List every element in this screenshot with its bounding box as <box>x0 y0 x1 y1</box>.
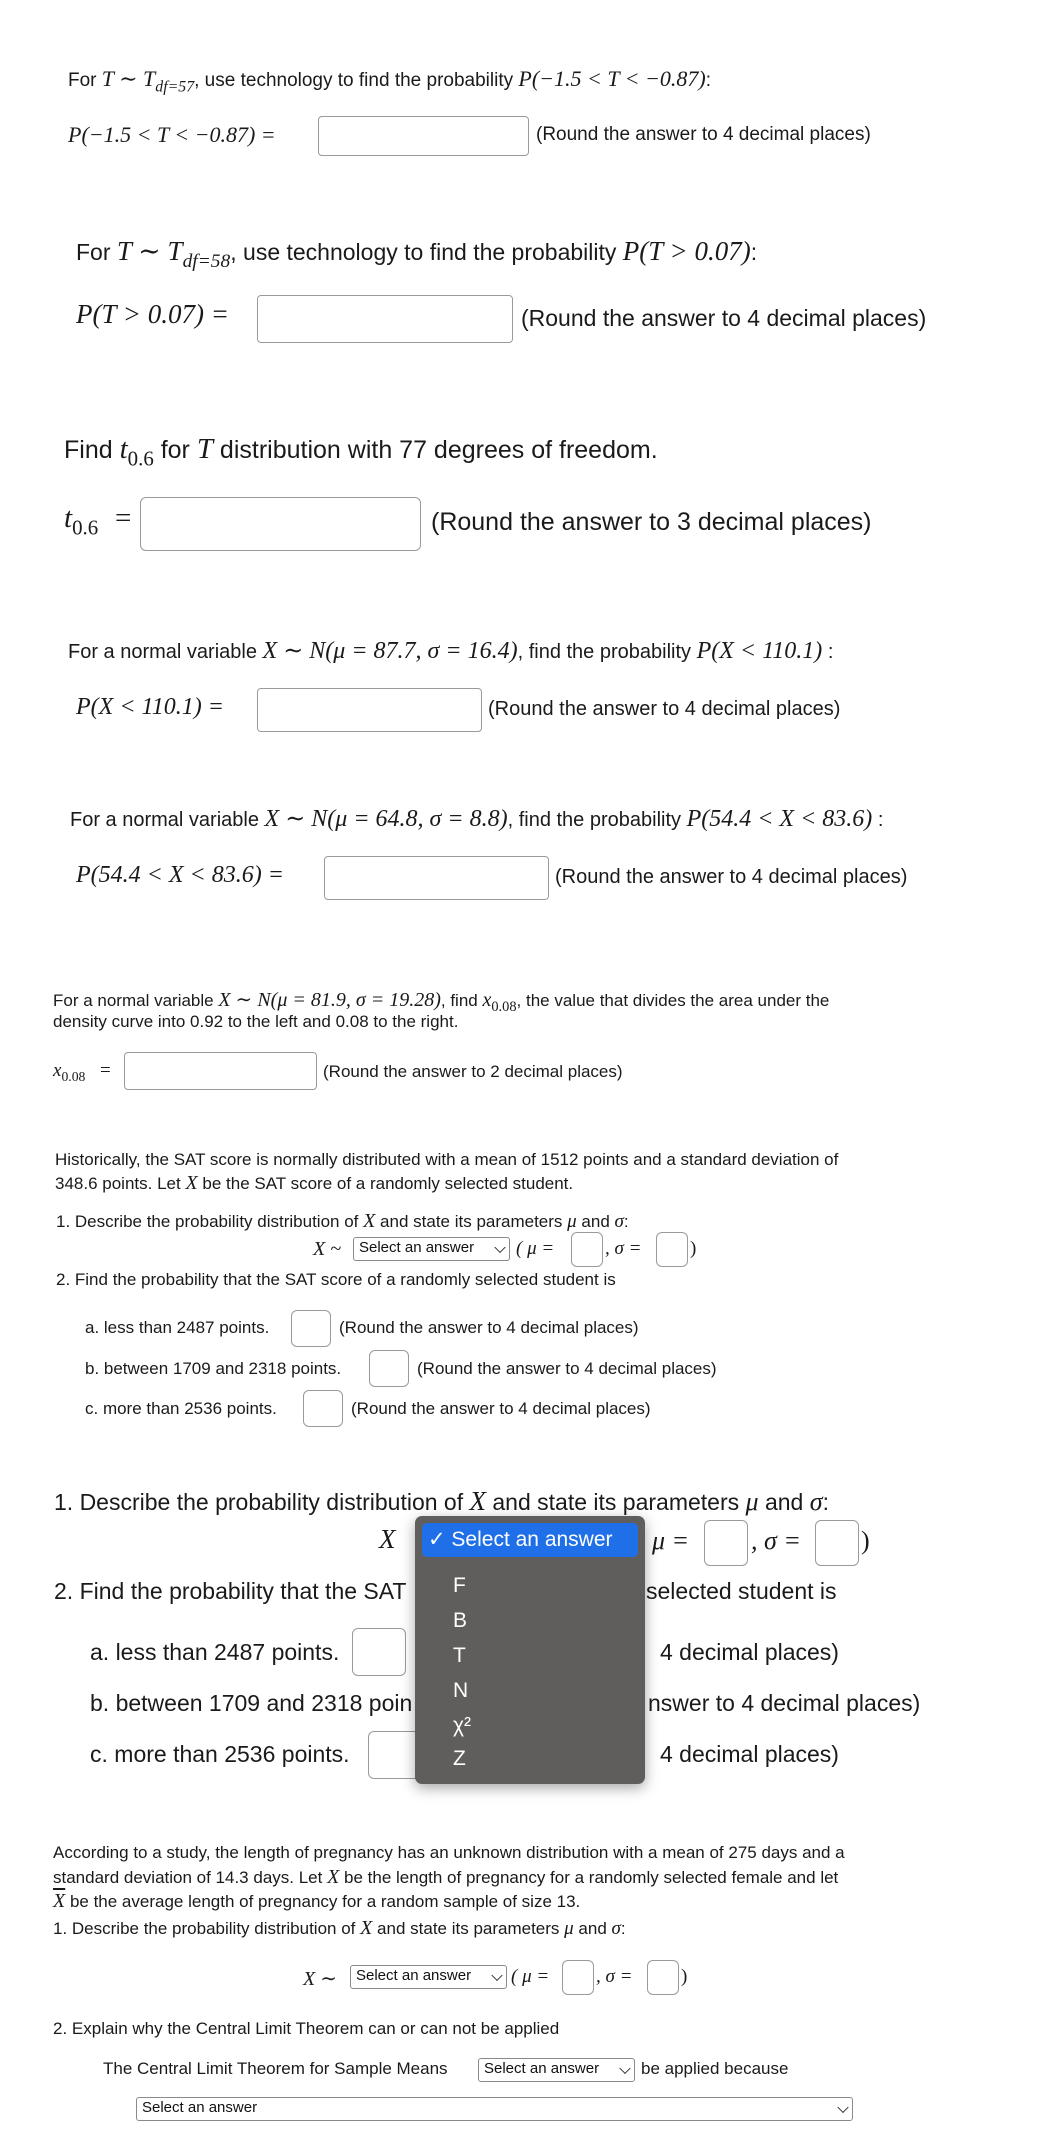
q3-t-sub: 0.6 <box>127 446 154 471</box>
dropdown-option-b[interactable]: B <box>453 1609 468 1632</box>
q5-prob: P(54.4 < X < 83.6) <box>686 806 873 832</box>
q7-sigma: σ <box>614 1211 624 1232</box>
q9-item2: 2. Explain why the Central Limit Theorem can or can not be applied <box>53 2019 560 2038</box>
q8-xtilde: X <box>379 1524 396 1554</box>
q8-item1b: and state its parameters <box>486 1489 746 1515</box>
q4-colon: : <box>822 641 834 663</box>
q6-dist: X ∼ N(μ = 81.9, σ = 19.28) <box>218 989 441 1011</box>
q9-reason-select[interactable] <box>136 2097 853 2121</box>
q6-lhs <box>53 1060 85 1085</box>
q8-item2b: selected student is <box>646 1578 837 1604</box>
q9-intro-line2 <box>53 1866 838 1889</box>
q8-item1a: 1. Describe the probability distribution of <box>54 1489 470 1515</box>
q9-intro2a: standard deviation of 14.3 days. Let <box>53 1868 328 1887</box>
q8-mu-eq: μ = <box>652 1526 690 1555</box>
q9-item1 <box>53 1917 626 1940</box>
q6-x-sub: 0.08 <box>491 999 517 1016</box>
q8-c-label: c. more than 2536 points. <box>90 1741 350 1767</box>
q7-b-input[interactable] <box>369 1350 409 1387</box>
q7-xtilde: X ~ <box>313 1238 342 1260</box>
q7-c-input[interactable] <box>303 1390 343 1427</box>
q2-dist <box>116 236 231 272</box>
q4-prefix: For a normal variable <box>68 641 263 663</box>
q9-intro-line1: According to a study, the length of pregnancy has an unknown distribution with a mean of 275 days and a <box>53 1843 845 1862</box>
q9-and: and <box>573 1919 612 1938</box>
q7-intro2a: 348.6 points. Let <box>55 1174 186 1193</box>
q6-x <box>482 989 517 1016</box>
q7-item1b: and state its parameters <box>375 1212 568 1231</box>
q8-c-hint: 4 decimal places) <box>660 1741 839 1767</box>
q3-lhs <box>64 502 98 540</box>
q7-mu-input[interactable] <box>571 1232 603 1267</box>
q9-clt-text-a: The Central Limit Theorem for Sample Means <box>103 2059 448 2078</box>
q9-sigma: σ <box>611 1918 621 1939</box>
q7-close: ) <box>690 1238 697 1259</box>
q6-eq: = <box>100 1060 111 1081</box>
q3-lhs-sub: 0.6 <box>72 515 99 540</box>
q6-rest: , the value that divides the area under the <box>516 991 830 1010</box>
q1-lhs: P(−1.5 < T < −0.87) = <box>68 122 276 147</box>
q6-lhs-x: x <box>53 1060 62 1081</box>
q7-b-label: b. between 1709 and 2318 points. <box>85 1359 342 1378</box>
q8-c-input[interactable] <box>368 1731 422 1779</box>
q7-a-input[interactable] <box>291 1310 331 1347</box>
q8-a-hint: 4 decimal places) <box>660 1639 839 1665</box>
dropdown-option-z[interactable]: Z <box>453 1747 466 1770</box>
q7-a-label: a. less than 2487 points. <box>85 1318 270 1337</box>
q5-prefix: For a normal variable <box>70 809 265 831</box>
q7-intro-line1: Historically, the SAT score is normally distributed with a mean of 1512 points and a standard deviation of <box>55 1150 839 1169</box>
q8-sigma-input[interactable] <box>815 1520 859 1566</box>
q9-intro2b: be the length of pregnancy for a randomly selected female and let <box>339 1868 839 1887</box>
q9-mu-eq: ( μ = <box>511 1966 550 1987</box>
q9-sigma-input[interactable] <box>647 1960 679 1995</box>
q2-mid: , use technology to find the probability <box>230 239 623 265</box>
q7-a-hint: (Round the answer to 4 decimal places) <box>339 1318 639 1337</box>
q3-eq: = <box>115 502 132 534</box>
chevron-down-icon <box>619 2063 630 2074</box>
q3-rest2: distribution with 77 degrees of freedom. <box>212 436 658 464</box>
q7-c-hint: (Round the answer to 4 decimal places) <box>351 1399 651 1418</box>
q9-clt-select[interactable] <box>478 2058 635 2082</box>
q4-answer-input[interactable] <box>257 688 482 732</box>
q4-lhs: P(X < 110.1) = <box>76 694 224 720</box>
q9-item1-X: X <box>360 1917 373 1939</box>
q9-intro-line3 <box>53 1890 580 1913</box>
q5-prompt <box>70 804 883 833</box>
dropdown-option-f[interactable]: F <box>453 1574 466 1597</box>
q8-item2a: 2. Find the probability that the SAT <box>54 1578 407 1604</box>
q2-colon: : <box>750 239 758 265</box>
q8-b-hint: nswer to 4 decimal places) <box>648 1690 921 1716</box>
q7-X: X <box>185 1172 198 1194</box>
q9-distribution-select-label: Select an answer <box>356 1967 472 1984</box>
q9-sigma-eq: , σ = <box>596 1966 633 1987</box>
q6-hint: (Round the answer to 2 decimal places) <box>323 1062 623 1081</box>
q1-dist-text: T ∼ T <box>101 66 156 91</box>
q3-hint: (Round the answer to 3 decimal places) <box>431 508 872 536</box>
q7-and: and <box>576 1212 615 1231</box>
q2-prompt <box>76 236 757 273</box>
q9-mu-input[interactable] <box>562 1960 594 1995</box>
q1-answer-input[interactable] <box>318 116 529 156</box>
q7-distribution-select-label: Select an answer <box>359 1239 475 1256</box>
dropdown-option-chi-square[interactable]: χ² <box>453 1714 472 1737</box>
q9-reason-select-label: Select an answer <box>142 2099 258 2116</box>
q3-answer-input[interactable] <box>140 497 421 551</box>
q2-answer-input[interactable] <box>257 295 513 343</box>
q8-mu-input[interactable] <box>704 1520 748 1566</box>
q1-hint: (Round the answer to 4 decimal places) <box>536 124 871 145</box>
q4-prob: P(X < 110.1) <box>696 638 823 664</box>
dropdown-option-selected[interactable]: ✓ Select an answer <box>422 1523 638 1557</box>
q8-sigma: σ <box>809 1487 823 1516</box>
q9-X: X <box>327 1866 340 1888</box>
q1-prefix: For <box>68 70 102 91</box>
q7-distribution-select[interactable] <box>353 1237 510 1261</box>
q9-clt-select-label: Select an answer <box>484 2060 600 2077</box>
q6-prefix: For a normal variable <box>53 991 219 1010</box>
q8-colon: : <box>822 1489 829 1515</box>
q2-dist-sub: df=58 <box>182 250 231 272</box>
q8-X: X <box>469 1486 486 1516</box>
q1-dist <box>101 66 195 96</box>
q9-Xbar: $\overline{X}$ <box>53 1890 66 1912</box>
q3-T: T <box>196 433 213 465</box>
q9-mu: μ <box>564 1918 574 1939</box>
q7-mu-eq: ( μ = <box>516 1238 555 1259</box>
q7-item2: 2. Find the probability that the SAT score of a randomly selected student is <box>56 1270 616 1289</box>
q7-item1 <box>56 1210 629 1233</box>
q4-hint: (Round the answer to 4 decimal places) <box>488 698 841 720</box>
q3-lhs-t: t <box>64 502 73 534</box>
q5-dist: X ∼ N(μ = 64.8, σ = 8.8) <box>264 806 508 832</box>
q3-find: Find <box>64 436 120 464</box>
q2-lhs: P(T > 0.07) = <box>76 299 229 329</box>
q6-lhs-sub: 0.08 <box>61 1068 86 1084</box>
q9-close: ) <box>681 1966 688 1987</box>
q6-line2: density curve into 0.92 to the left and 0.08 to the right. <box>53 1012 459 1031</box>
q1-prob: P(−1.5 < T < −0.87) <box>518 66 706 91</box>
chevron-down-icon <box>491 1970 502 1981</box>
q7-sigma-eq: , σ = <box>605 1238 642 1259</box>
q9-clt-text-b: be applied because <box>641 2059 789 2078</box>
q9-colon: : <box>620 1919 626 1938</box>
q8-a-input[interactable] <box>352 1628 406 1676</box>
q3-rest1: for <box>153 436 197 464</box>
q7-b-hint: (Round the answer to 4 decimal places) <box>417 1359 717 1378</box>
q7-sigma-input[interactable] <box>656 1232 688 1267</box>
q6-mid: , find <box>440 991 483 1010</box>
q2-dist-text: T ∼ T <box>116 236 183 266</box>
q7-item1-X: X <box>363 1210 376 1232</box>
q7-intro2b: be the SAT score of a randomly selected student. <box>197 1174 574 1193</box>
q4-dist: X ∼ N(μ = 87.7, σ = 16.4) <box>262 638 518 664</box>
q8-distribution-dropdown-menu[interactable] <box>415 1516 645 1784</box>
q5-hint: (Round the answer to 4 decimal places) <box>555 866 908 888</box>
q5-mid: , find the probability <box>507 809 687 831</box>
chevron-down-icon <box>837 2102 848 2113</box>
q9-intro3: be the average length of pregnancy for a random sample of size 13. <box>65 1892 581 1911</box>
q5-answer-input[interactable] <box>324 856 549 900</box>
q6-answer-input[interactable] <box>124 1052 317 1090</box>
q2-hint: (Round the answer to 4 decimal places) <box>521 305 927 331</box>
q4-prompt <box>68 636 833 665</box>
q2-prob: P(T > 0.07) <box>622 236 751 266</box>
q8-and: and <box>758 1489 810 1515</box>
q9-item1a: 1. Describe the probability distribution of <box>53 1919 361 1938</box>
dropdown-option-t[interactable]: T <box>453 1644 466 1667</box>
q8-close: ) <box>861 1526 870 1555</box>
q9-item1b: and state its parameters <box>372 1919 565 1938</box>
q7-colon: : <box>623 1212 629 1231</box>
q1-mid: , use technology to find the probability <box>194 70 519 91</box>
q7-intro-line2 <box>55 1172 573 1195</box>
q7-item1a: 1. Describe the probability distribution of <box>56 1212 364 1231</box>
chevron-down-icon <box>494 1242 505 1253</box>
q3-t <box>119 433 154 471</box>
q1-colon: : <box>705 70 711 91</box>
q5-lhs: P(54.4 < X < 83.6) = <box>76 862 284 888</box>
q3-t-text: t <box>119 433 128 465</box>
q8-mu: μ <box>745 1487 759 1516</box>
q8-a-label: a. less than 2487 points. <box>90 1639 340 1665</box>
q5-colon: : <box>872 809 884 831</box>
q7-mu: μ <box>567 1211 577 1232</box>
q8-b-label: b. between 1709 and 2318 poin <box>90 1690 413 1716</box>
q1-dist-sub: df=57 <box>155 78 195 96</box>
q1-prompt <box>68 66 711 97</box>
q8-item1 <box>54 1486 829 1517</box>
dropdown-option-n[interactable]: N <box>453 1679 469 1702</box>
q7-c-label: c. more than 2536 points. <box>85 1399 277 1418</box>
q9-distribution-select[interactable] <box>350 1965 507 1989</box>
q2-prefix: For <box>76 239 117 265</box>
q8-sigma-eq: , σ = <box>751 1526 801 1555</box>
q3-prompt <box>64 433 658 471</box>
q9-xtilde: X ∼ <box>303 1968 337 1990</box>
q6-x-text: x <box>482 989 492 1011</box>
q4-mid: , find the probability <box>517 641 697 663</box>
